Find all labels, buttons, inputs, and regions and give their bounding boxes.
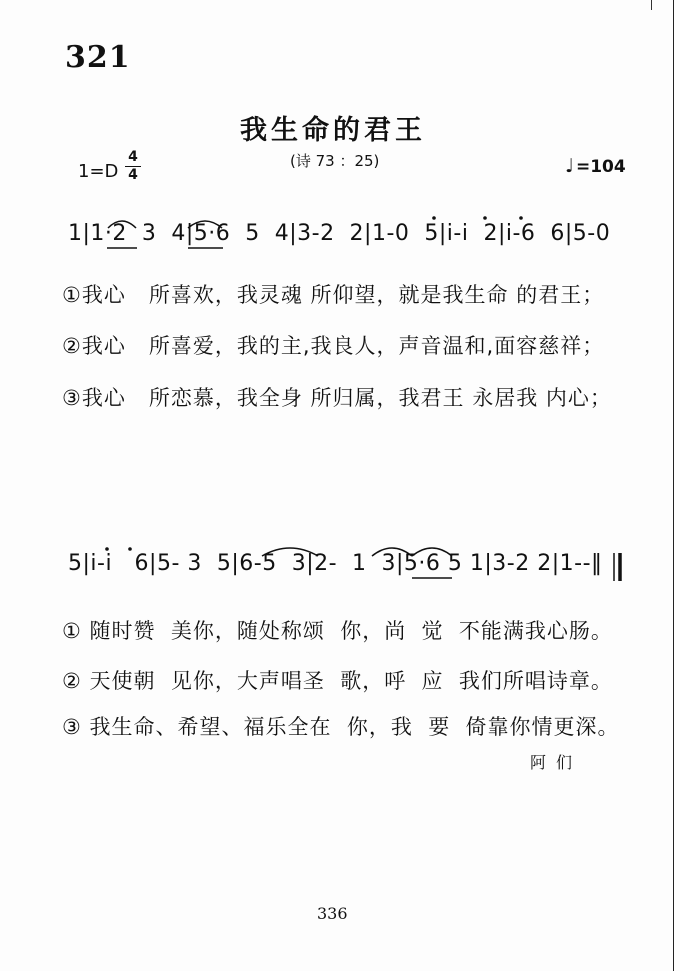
octave-dot bbox=[432, 216, 436, 220]
hymn-number: 321 bbox=[65, 40, 131, 75]
slur-mark bbox=[262, 548, 318, 556]
verse-1-part-1: ①我心 所喜欢，我灵魂 所仰望，就是我生命 的君王； bbox=[62, 283, 605, 307]
slur-mark bbox=[188, 221, 222, 228]
hymn-title: 我生命的君王 bbox=[240, 115, 426, 146]
verse-1-part-2: ① 随时赞 美你，随处称颂 你，尚 觉 不能满我心肠。 bbox=[62, 619, 613, 643]
verse-3-part-1: ③我心 所恋慕，我全身 所归属，我君王 永居我 内心； bbox=[62, 386, 612, 410]
time-signature-top: 4 bbox=[128, 149, 138, 165]
slur-mark bbox=[412, 548, 452, 556]
tempo-value: =104 bbox=[575, 157, 626, 177]
verse-3-part-2: ③ 我生命、希望、福乐全在 你，我 要 倚靠你情更深。 bbox=[62, 715, 620, 739]
scripture-reference: (诗 73 ：25) bbox=[290, 152, 380, 170]
verse-2-part-2: ② 天使朝 见你，大声唱圣 歌，呼 应 我们所唱诗章。 bbox=[62, 669, 613, 693]
verse-2-part-1: ②我心 所喜爱，我的主,我良人，声音温和,面容慈祥； bbox=[62, 334, 605, 358]
notation-line-2: 5|i-i 6|5- 3 5|6-5 3|2- 1 3|5·6 5 1|3-2 2|1--‖ bbox=[68, 551, 603, 576]
octave-dot bbox=[483, 216, 487, 220]
time-signature-bottom: 4 bbox=[128, 167, 138, 183]
amen-text: 阿们 bbox=[530, 753, 583, 772]
octave-dot bbox=[519, 216, 523, 220]
page-number: 336 bbox=[317, 904, 348, 923]
slur-mark bbox=[372, 548, 412, 556]
notation-line-1: 1|1·2 3 4|5·6 5 4|3-2 2|1-0 5|i-i 2|i-6 6|5-0 bbox=[68, 221, 611, 246]
octave-dot bbox=[105, 547, 109, 551]
quarter-note-icon: ♩ bbox=[565, 155, 574, 177]
slur-mark bbox=[108, 221, 136, 228]
octave-dot bbox=[128, 547, 132, 551]
key-signature: 1=D bbox=[78, 161, 119, 182]
